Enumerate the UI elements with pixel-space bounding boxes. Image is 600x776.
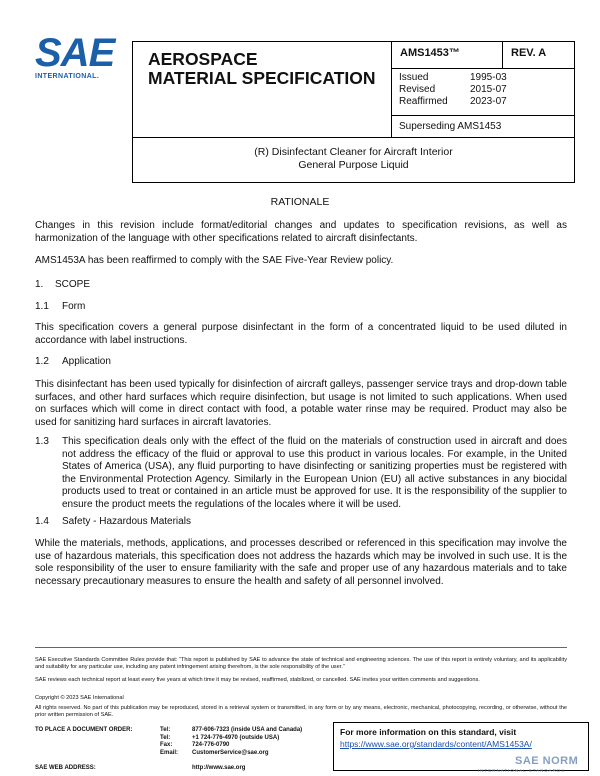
date-label: Reaffirmed	[399, 96, 448, 107]
section-number: 1.2	[35, 356, 49, 367]
section-1-3	[35, 436, 567, 511]
document-title-line-2: General Purpose Liquid	[298, 159, 409, 171]
title-line-2: MATERIAL SPECIFICATION	[148, 68, 376, 88]
section-number: 1.3	[35, 436, 49, 447]
section-1-3-text: This specification deals only with the effect of the fluid on the materials of construction used in aircraft and does not address the efficacy of the fluid or approval to use this product in various locales. For example, in the United States of America (USA), any fluid purporting to have disinfecting or sanitizing properties must be registered with the Environmental Protection Agency. Similarly in the European Union (EU) all active substances in any biocidal products used to treat or contained in an article must be approved for use. It is the responsibility of the supplier to ensure the product meets the regulations of the locales where it will be used.	[62, 436, 567, 510]
contact-value: 724-776-0790	[192, 742, 230, 748]
rationale-heading: RATIONALE	[270, 196, 330, 208]
committee-rules: SAE Executive Standards Committee Rules provide that: “This report is published by SAE to advance the state of technical and engineering sciences. The use of this report is entirely voluntary, and its applicability and suitability for any particular use, including any patent infringement arising therefrom, is the sole responsibility of the user.”	[35, 657, 567, 670]
doc-id: AMS1453™	[400, 47, 460, 59]
contact-key: Tel:	[160, 727, 171, 733]
footer-divider	[35, 647, 567, 648]
section-title: Form	[62, 301, 86, 312]
date-label: Issued	[399, 72, 429, 83]
date-value: 2023-07	[470, 96, 507, 107]
contact-value[interactable]: +1 724-776-4970 (outside USA)	[192, 734, 280, 741]
section-number: 1.4	[35, 516, 49, 527]
contact-value[interactable]: 877-606-7323 (inside USA and Canada)	[192, 727, 303, 733]
date-label: Revised	[399, 84, 436, 95]
section-title: Safety - Hazardous Materials	[62, 516, 191, 527]
section-1-2-heading	[35, 356, 567, 369]
title-cell	[133, 42, 392, 137]
document-title-line-1: (R) Disinfectant Cleaner for Aircraft Interior	[254, 146, 453, 158]
section-1-4-text: While the materials, methods, applications, and processes described or referenced in this specification may involve the use of hazardous materials, this specification does not address the hazards which may be involved in such use. It is the sole responsibility of the user to ensure familiarity with the safe and proper use of any hazardous materials and to take necessary precautionary measures to ensure the health and safety of all personnel involved.	[35, 538, 567, 587]
doc-id-cell	[392, 42, 503, 69]
section-title: SCOPE	[55, 279, 91, 290]
section-1-1-text: This specification covers a general purpose disinfectant in the form of a concentrated liquid to be used diluted in accordance with label instructions.	[35, 322, 567, 346]
logo-mark: SAE	[35, 31, 115, 75]
info-title: For more information on this standard, visit	[340, 727, 517, 737]
section-1-2-text: This disinfectant has been used typically for disinfection of aircraft galleys, passenger service trays and drop-down table surfaces, and other hard surfaces which require disinfection, but usage is not limited to such applications. When used on surfaces which will come in direct contact with food, a potable water rinse may be required. Product may also be used for sanitizing hard surfaces in aircraft lavatories.	[35, 379, 567, 428]
date-value: 1995-03	[470, 72, 507, 83]
section-1-heading	[35, 279, 567, 292]
section-title: Application	[62, 356, 111, 367]
logo-subtitle: INTERNATIONAL.	[35, 73, 100, 80]
copyright: Copyright © 2023 SAE International	[35, 695, 124, 701]
watermark: SAE NORM	[515, 755, 579, 767]
contact-key: Fax:	[160, 742, 173, 748]
document-title	[132, 136, 575, 183]
superseding: Superseding AMS1453	[399, 121, 502, 132]
section-number: 1.	[35, 279, 44, 290]
revision: REV. A	[511, 47, 547, 59]
date-value: 2015-07	[470, 84, 507, 95]
order-label: TO PLACE A DOCUMENT ORDER:	[35, 727, 133, 733]
section-1-4-heading	[35, 516, 567, 529]
contact-key: Tel:	[160, 734, 171, 741]
contact-key: Email:	[160, 749, 179, 756]
web-address	[35, 765, 246, 771]
watermark-subtitle: INTERNATIONAL STANDARDS	[478, 768, 566, 773]
web-label: SAE WEB ADDRESS:	[35, 765, 96, 771]
rights-notice: All rights reserved. No part of this publication may be reproduced, stored in a retrieval system or transmitted, in any form or by any means, electronic, mechanical, photocopying, recording, or otherwise, without the prior written permission of SAE.	[35, 705, 567, 718]
spec-type-title	[148, 50, 376, 88]
dates-block	[392, 69, 574, 116]
standard-link[interactable]: https://www.sae.org/standards/content/AMS1453A/	[340, 739, 532, 749]
rationale-paragraph-1: Changes in this revision include format/editorial changes and updates to specification revisions, as well as harmonization of the language with other specifications related to aircraft disinfectants.	[35, 220, 567, 244]
sae-logo	[35, 33, 121, 83]
section-1-1-heading	[35, 301, 567, 314]
web-link[interactable]: http://www.sae.org	[192, 765, 246, 771]
section-number: 1.1	[35, 301, 49, 312]
title-line-1: AEROSPACE	[148, 49, 258, 69]
contact-value[interactable]: CustomerService@sae.org	[192, 749, 269, 756]
review-notice: SAE reviews each technical report at least every five years at which time it may be revised, reaffirmed, stabilized, or cancelled. SAE invites your written comments and suggestions.	[35, 677, 480, 683]
rev-cell	[503, 42, 574, 69]
header-box	[132, 41, 575, 138]
rationale-paragraph-2: AMS1453A has been reaffirmed to comply with the SAE Five-Year Review policy.	[35, 255, 394, 266]
